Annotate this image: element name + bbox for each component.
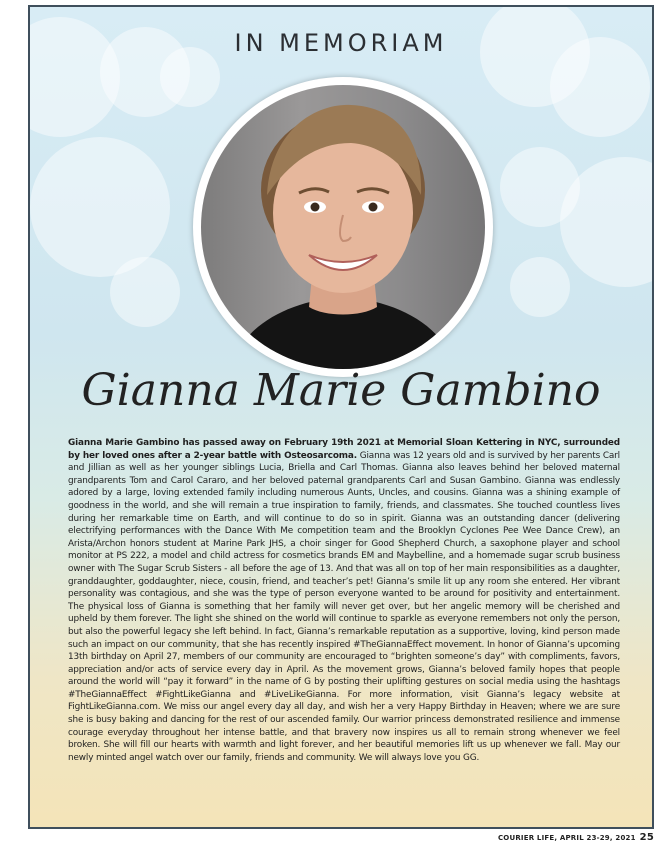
page-number: 25 <box>639 832 654 843</box>
portrait-frame <box>193 77 493 377</box>
publication-info: COURIER LIFE, APRIL 23-29, 2021 <box>497 834 636 842</box>
obituary-body: Gianna was 12 years old and is survived by her parents Carl and Jillian as well as her younger siblings Lucia, Briella and Carl Thomas. Gianna also leaves behind her beloved maternal grandparents Tom and Carol Cararo, and her beloved paternal grandparents Carl and Susan Gambino. Gianna was endlessly adored by a large, loving extended family including numerous Aunts, Uncles, and cousins. Gianna was a shining example of goodness in the world, and she will remain a true inspiration to family, friends, and classmates. She touched countless lives during her remarkable time on Earth, and will continue to do so in spirit. Gianna was an outstanding dancer (delivering electrifying performances with the Dance With Me competition team and the Brooklyn Cyclones Pee Wee Dance Crew), an Arista/Archon honors student at Marine Park JHS, a choir singer for Good Shepherd Church, a saxophone player and school monitor at PS 222, a model and child actress for cosmetics brands EM and Maybelline, and a homemade sugar scrub business owner with The Sugar Scrub Sisters - all before the age of 13. And that was all on top of her main responsibilities as a daughter, granddaughter, goddaughter, niece, cousin, friend, and teacher’s pet! Gianna’s smile lit up any room she entered. Her vibrant personality was contagious, and she was the type of person everyone wanted to be around for positivity and entertainment. The physical loss of Gianna is something that her family will never get over, but her angelic memory will be cherished and upheld by them forever. The light she shined on the world will continue to sparkle as everyone remembers not only the person, but also the powerful legacy she left behind. In fact, Gianna’s remarkable reputation as a supportive, loving, kind person made such an impact on our community, that she has recently inspired #TheGiannaEffect movement. In honor of Gianna’s upcoming 13th birthday on April 27, members of our community are encouraged to “brighten someone’s day” with compliments, favors, appreciation and/or acts of service every day in April. As the movement grows, Gianna’s beloved family hopes that people around the world will “pay it forward” in the name of G by posting their uplifting gestures on social media using the hashtags #TheGiannaEffect #FightLikeGianna and #LiveLikeGianna. For more information, visit Gianna’s legacy website at FightLikeGianna.com. We miss our angel every day all day, and wish her a very Happy Birthday in Heaven; where we are sure she is busy baking and dancing for the rest of our ascended family. Our warrior princess demonstrated resilience and immense courage everyday throughout her intense battle, and that bravery now inspires us all to remain strong whenever we feel broken. She will fill our hearts with warmth and light forever, and her beautiful memories lift us up whenever we fall. May our newly minted angel watch over our family, friends and community. We will always love you GG. <box>68 450 620 763</box>
portrait-photo <box>201 85 485 369</box>
bokeh-light <box>30 137 170 277</box>
page-title: IN MEMORIAM <box>234 29 448 57</box>
obituary-lead: Gianna Marie Gambino has passed away on February 19th 2021 at Memorial Sloan Kettering in NYC, surrounded by her loved ones after a 2-year battle with Osteosarcoma. <box>68 438 620 461</box>
bokeh-light <box>510 257 570 317</box>
obituary-text <box>68 437 620 764</box>
memorial-frame <box>28 5 654 829</box>
page-footer <box>498 832 654 843</box>
portrait-illustration <box>201 85 485 369</box>
memorial-name: Gianna Marie Gambino <box>81 365 601 416</box>
bokeh-light <box>110 257 180 327</box>
